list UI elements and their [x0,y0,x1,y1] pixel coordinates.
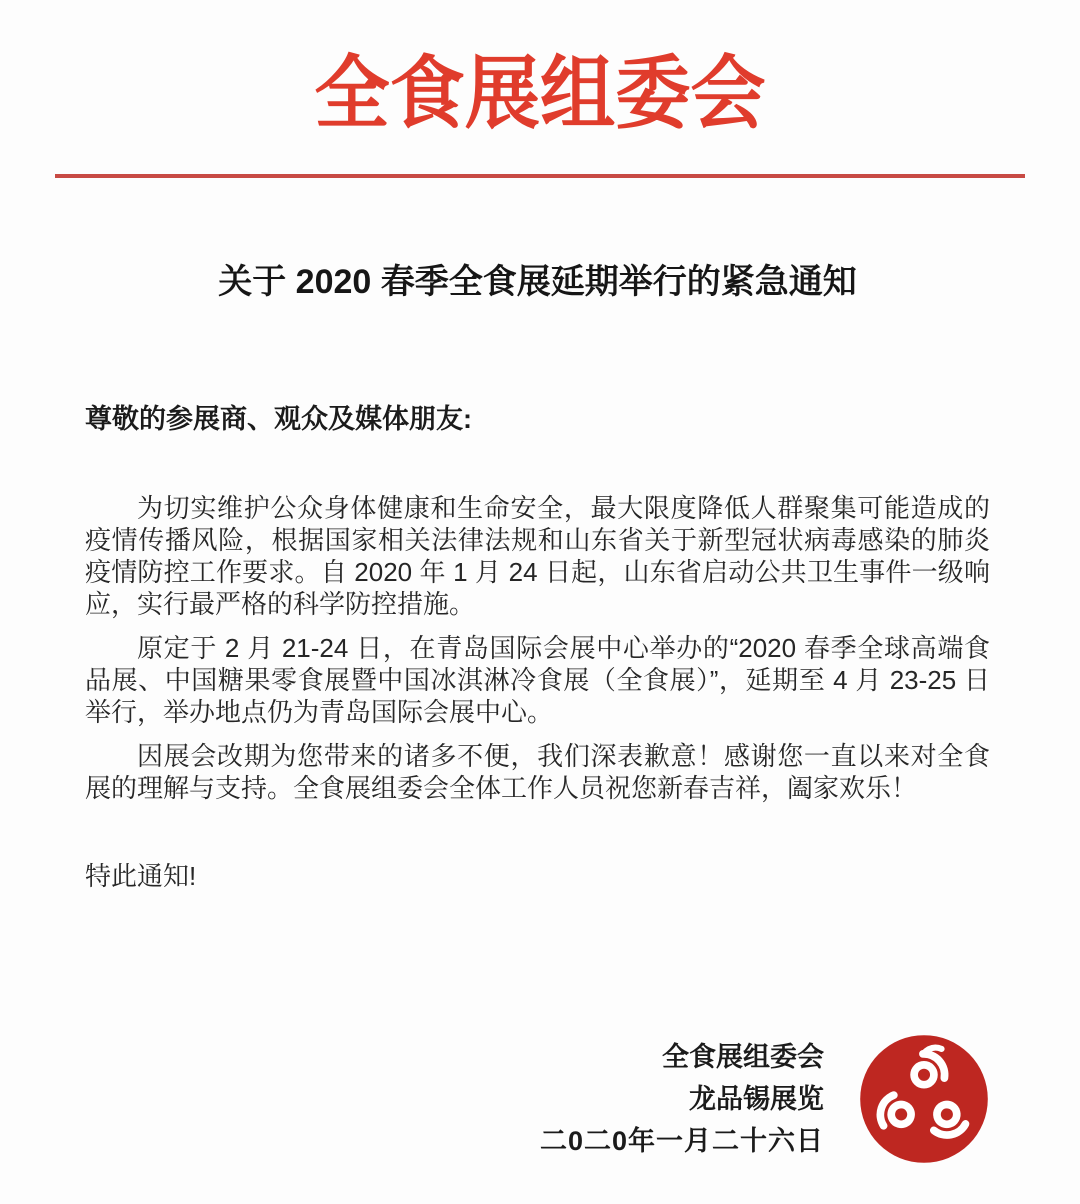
notice-title: 关于 2020 春季全食展延期举行的紧急通知 [218,263,857,301]
signature-organizer: 全食展组委会 [662,1042,824,1072]
header-divider [55,174,1025,178]
signature-company: 龙品锡展览 [689,1084,824,1114]
notice-content [55,254,1025,1165]
salutation: 尊敬的参展商、观众及媒体朋友: [85,404,472,434]
paragraph-apology: 因展会改期为您带来的诸多不便，我们深表歉意！感谢您一直以来对全食展的理解与支持。全食展组委会全体工作人员祝您新春吉祥，阖家欢乐！ [85,741,990,803]
dragon-triskelion-logo-icon [858,1033,990,1165]
paragraph-postponement: 原定于 2 月 21-24 日，在青岛国际会展中心举办的“2020 春季全球高端食品展、中国糖果零食展暨中国冰淇淋冷食展（全食展）”，延期至 4 月 23-25 日举行，举办地点仍为青岛国际会展中心。 [85,633,990,727]
organizer-title: 全食展组委会 [314,49,766,138]
paragraph-epidemic-control: 为切实维护公众身体健康和生命安全，最大限度降低人群聚集可能造成的疫情传播风险，根据国家相关法律法规和山东省关于新型冠状病毒感染的肺炎疫情防控工作要求。自 2020 年 1 月 24 日起，山东省启动公共卫生事件一级响应，实行最严格的科学防控措施。 [85,493,990,619]
signature-lines [540,1036,824,1162]
notice-body [85,492,990,804]
closing-statement: 特此通知! [85,861,197,891]
signature-date: 二0二0年一月二十六日 [539,1126,824,1156]
signature-block [85,1033,990,1165]
